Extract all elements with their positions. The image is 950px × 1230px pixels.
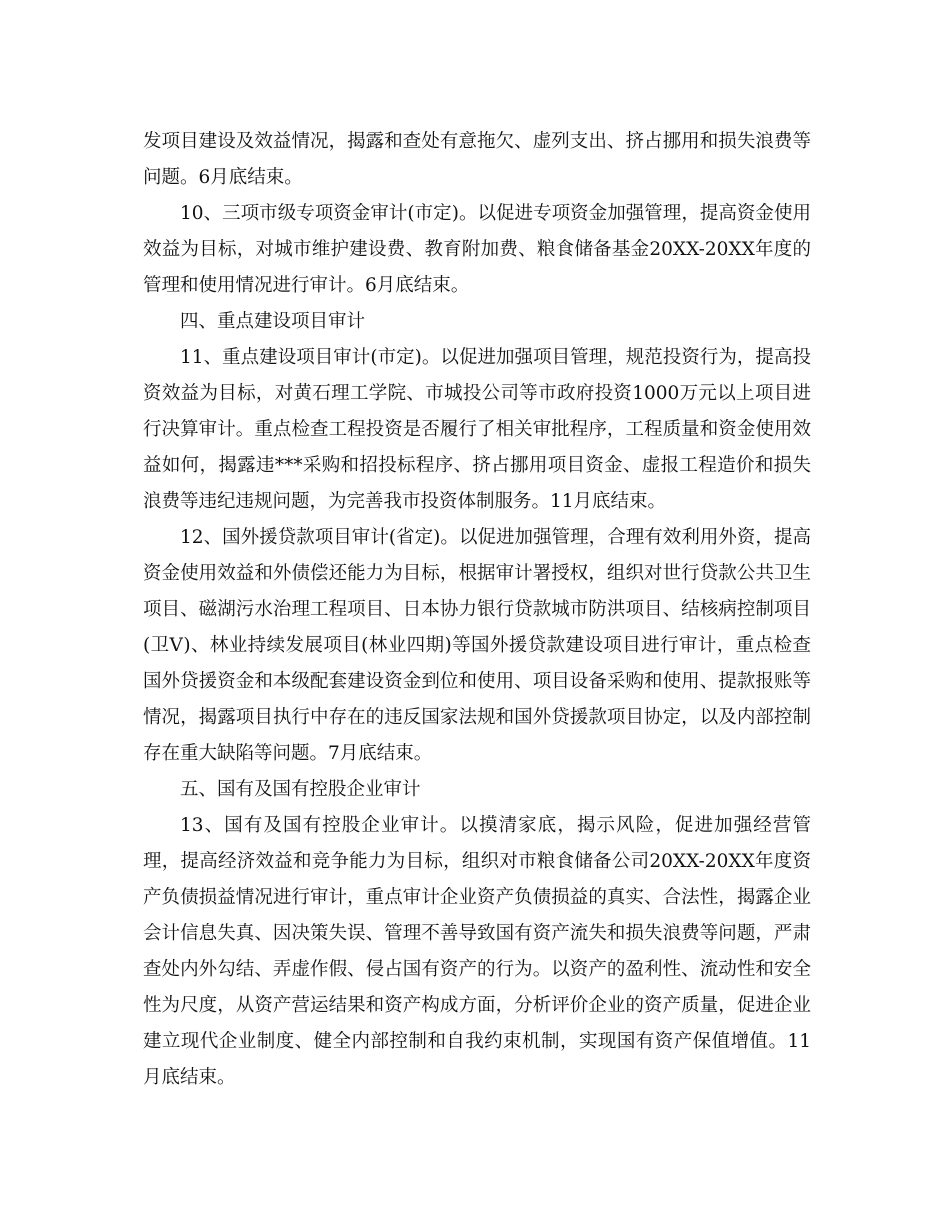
- section-heading-5: 五、国有及国有控股企业审计: [180, 779, 421, 800]
- paragraph-continuation: 发项目建设及效益情况，揭露和查处有意拖欠、虚列支出、挤占挪用和损失浪费等问题。6月底结束。: [143, 131, 811, 188]
- document-body: [143, 124, 811, 1096]
- paragraph-item-12: 12、国外援贷款项目审计(省定)。以促进加强管理，合理有效利用外资，提高资金使用效益和外债偿还能力为目标，根据审计署授权，组织对世行贷款公共卫生项目、磁湖污水治理工程项目、日本协力银行贷款城市防洪项目、结核病控制项目(卫Ⅴ)、林业持续发展项目(林业四期)等国外援贷款建设项目进行审计，重点检查国外贷援资金和本级配套建设资金到位和使用、项目设备采购和使用、提款报账等情况，揭露项目执行中存在的违反国家法规和国外贷援款项目协定，以及内部控制存在重大缺陷等问题。7月底结束。: [143, 527, 811, 764]
- paragraph-item-10: 10、三项市级专项资金审计(市定)。以促进专项资金加强管理，提高资金使用效益为目标，对城市维护建设费、教育附加费、粮食储备基金20XX-20XX年度的管理和使用情况进行审计。6月底结束。: [143, 203, 811, 296]
- section-heading-4: 四、重点建设项目审计: [180, 311, 366, 332]
- paragraph-item-13: 13、国有及国有控股企业审计。以摸清家底，揭示风险，促进加强经营管理，提高经济效益和竞争能力为目标，组织对市粮食储备公司20XX-20XX年度资产负债损益情况进行审计，重点审计企业资产负债损益的真实、合法性，揭露企业会计信息失真、因决策失误、管理不善导致国有资产流失和损失浪费等问题，严肃查处内外勾结、弄虚作假、侵占国有资产的行为。以资产的盈利性、流动性和安全性为尺度，从资产营运结果和资产构成方面，分析评价企业的资产质量，促进企业建立现代企业制度、健全内部控制和自我约束机制，实现国有资产保值增值。11月底结束。: [143, 815, 811, 1088]
- paragraph-item-11: 11、重点建设项目审计(市定)。以促进加强项目管理，规范投资行为，提高投资效益为目标，对黄石理工学院、市城投公司等市政府投资1000万元以上项目进行决算审计。重点检查工程投资是否履行了相关审批程序，工程质量和资金使用效益如何，揭露违***采购和招投标程序、挤占挪用项目资金、虚报工程造价和损失浪费等违纪违规问题，为完善我市投资体制服务。11月底结束。: [143, 347, 811, 512]
